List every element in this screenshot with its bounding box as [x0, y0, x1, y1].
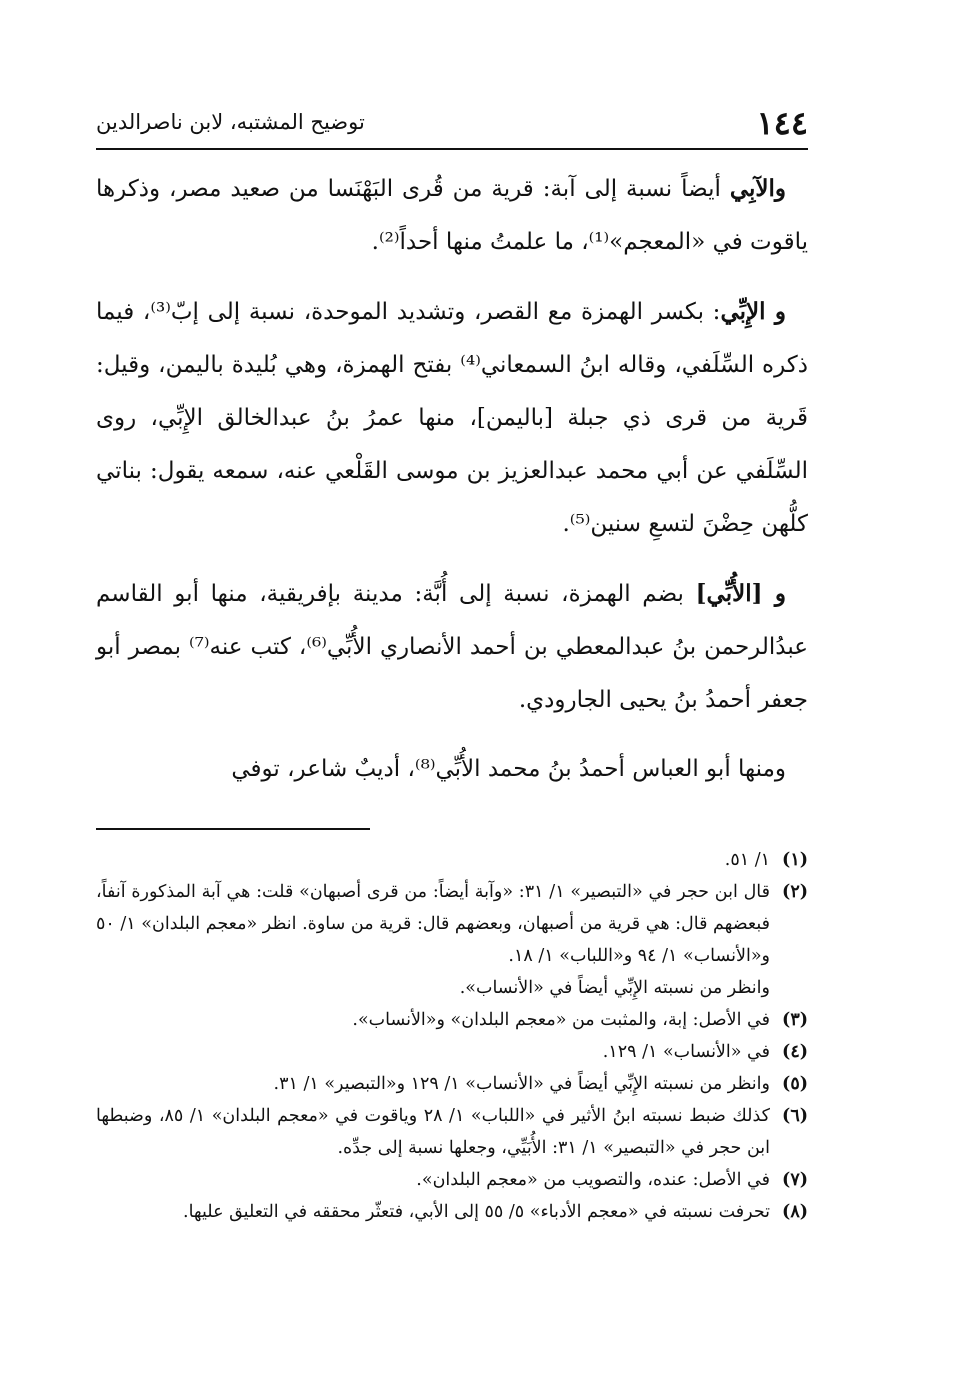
- footnote-number: (١): [782, 850, 808, 870]
- footnote-number: (٨): [782, 1202, 808, 1222]
- entry-heading: و الإِبِّي: [720, 298, 786, 325]
- paragraph-text: بضم الهمزة، نسبة إلى أُبَّة: مدينة بإفريقية، منها أبو القاسم عبدُالرحمن بنُ عبدالمعطي بن أحمد الأنصاري الأُبِّي⁽⁶⁾، كتب عنه⁽⁷⁾ بمصر أبو جعفر أحمدُ بنُ يحيى الجارودي.: [96, 581, 808, 713]
- footnote-text: وانظر من نسبته الإِبِّي أيضاً في «الأنساب» ١/ ١٢٩ و«التبصير» ١/ ٣١.: [273, 1074, 770, 1094]
- footnote-number: (٥): [782, 1074, 808, 1094]
- main-text: [96, 162, 808, 812]
- paragraph-ubbi: [96, 567, 808, 727]
- paragraph-text: : بكسر الهمزة مع القصر، وتشديد الموحدة، نسبة إلى إبّ⁽³⁾، فيما ذكره السِّلَفي، وقاله ابنُ السمعاني⁽⁴⁾ بفتح الهمزة، وهي بُليدة باليمن، وقيل: قَرية من قرى ذي جبلة [باليمن]، منها عمرُ بنُ عبدالخالق الإِبِّي، روى السِّلَفي عن أبي محمد عبدالعزيز بن موسى القَلْعي عنه، سمعه يقول: بناتي كلُّهن حِضْنَ لتسعِ سنين⁽⁵⁾.: [96, 299, 808, 537]
- footnote-text: ١/ ٥١.: [724, 850, 770, 870]
- footnote-number: (٦): [782, 1106, 808, 1126]
- footnote-text: في «الأنساب» ١/ ١٢٩.: [602, 1042, 770, 1062]
- footnote-text: تحرفت نسبته في «معجم الأدباء» ٥/ ٥٥ إلى الأبي، فتعثّر محققه في التعليق عليها.: [183, 1202, 770, 1222]
- paragraph-ibbi: [96, 285, 808, 551]
- footnote: [96, 1196, 808, 1228]
- footnote: [96, 1036, 808, 1068]
- footnote-text: قال ابن حجر في «التبصير» ١/ ٣١: «وآبة أيضاً: من قرى أصبهان» قلت: هي آبة المذكورة آنفاً، فبعضهم قال: هي قرية من أصبهان، وبعضهم قال: قرية من ساوة. انظر «معجم البلدان» ١/ ٥٠ و«الأنساب» ١/ ٩٤ و«اللباب» ١/ ١٨.: [96, 882, 770, 966]
- footnote-number: (٧): [782, 1170, 808, 1190]
- footnote-text-continued: وانظر من نسبته الإِبِّي أيضاً في «الأنساب».: [459, 978, 770, 998]
- paragraph-abi: [96, 162, 808, 269]
- footnote: [96, 1100, 808, 1164]
- footnote-text: في الأصل: إبة، والمثبت من «معجم البلدان» و«الأنساب».: [352, 1010, 770, 1030]
- page-number: ١٤٤: [756, 104, 808, 142]
- footnote: [96, 844, 808, 876]
- footnote: [96, 1164, 808, 1196]
- footnote: [96, 876, 808, 1004]
- footnote: [96, 1068, 808, 1100]
- footnote-number: (٢): [782, 882, 808, 902]
- paragraph-text: أيضاً نسبة إلى آبة: قرية من قُرى البَهْنَسا من صعيد مصر، وذكرها ياقوت في «المعجم»⁽¹⁾، ما علمتُ منها أحداً⁽²⁾.: [96, 176, 808, 255]
- entry-heading: و [الأُبِّي]: [695, 580, 786, 607]
- paragraph-text: ومنها أبو العباس أحمدُ بنُ محمد الأُبِّي⁽⁸⁾، أديبٌ شاعر، توفي: [231, 756, 786, 782]
- page-header: [96, 96, 808, 150]
- paragraph-abbas: [96, 743, 808, 796]
- footnote-text: كذلك ضبط نسبته ابنُ الأثير في «اللباب» ١/ ٢٨ وياقوت في «معجم البلدان» ١/ ٨٥، وضبطها ابن حجر في «التبصير» ١/ ٣١: الأُبَيِّي، وجعلها نسبة إلى جدِّه.: [96, 1106, 770, 1158]
- entry-heading: والآبِي: [729, 175, 786, 202]
- book-page: [96, 96, 808, 1316]
- footnote-separator: [96, 828, 370, 830]
- footnotes: [96, 844, 808, 1228]
- footnote-number: (٤): [782, 1042, 808, 1062]
- running-title: توضيح المشتبه، لابن ناصرالدين: [96, 110, 365, 134]
- footnote: [96, 1004, 808, 1036]
- footnote-number: (٣): [782, 1010, 808, 1030]
- footnote-text: في الأصل: عنده، والتصويب من «معجم البلدان».: [416, 1170, 770, 1190]
